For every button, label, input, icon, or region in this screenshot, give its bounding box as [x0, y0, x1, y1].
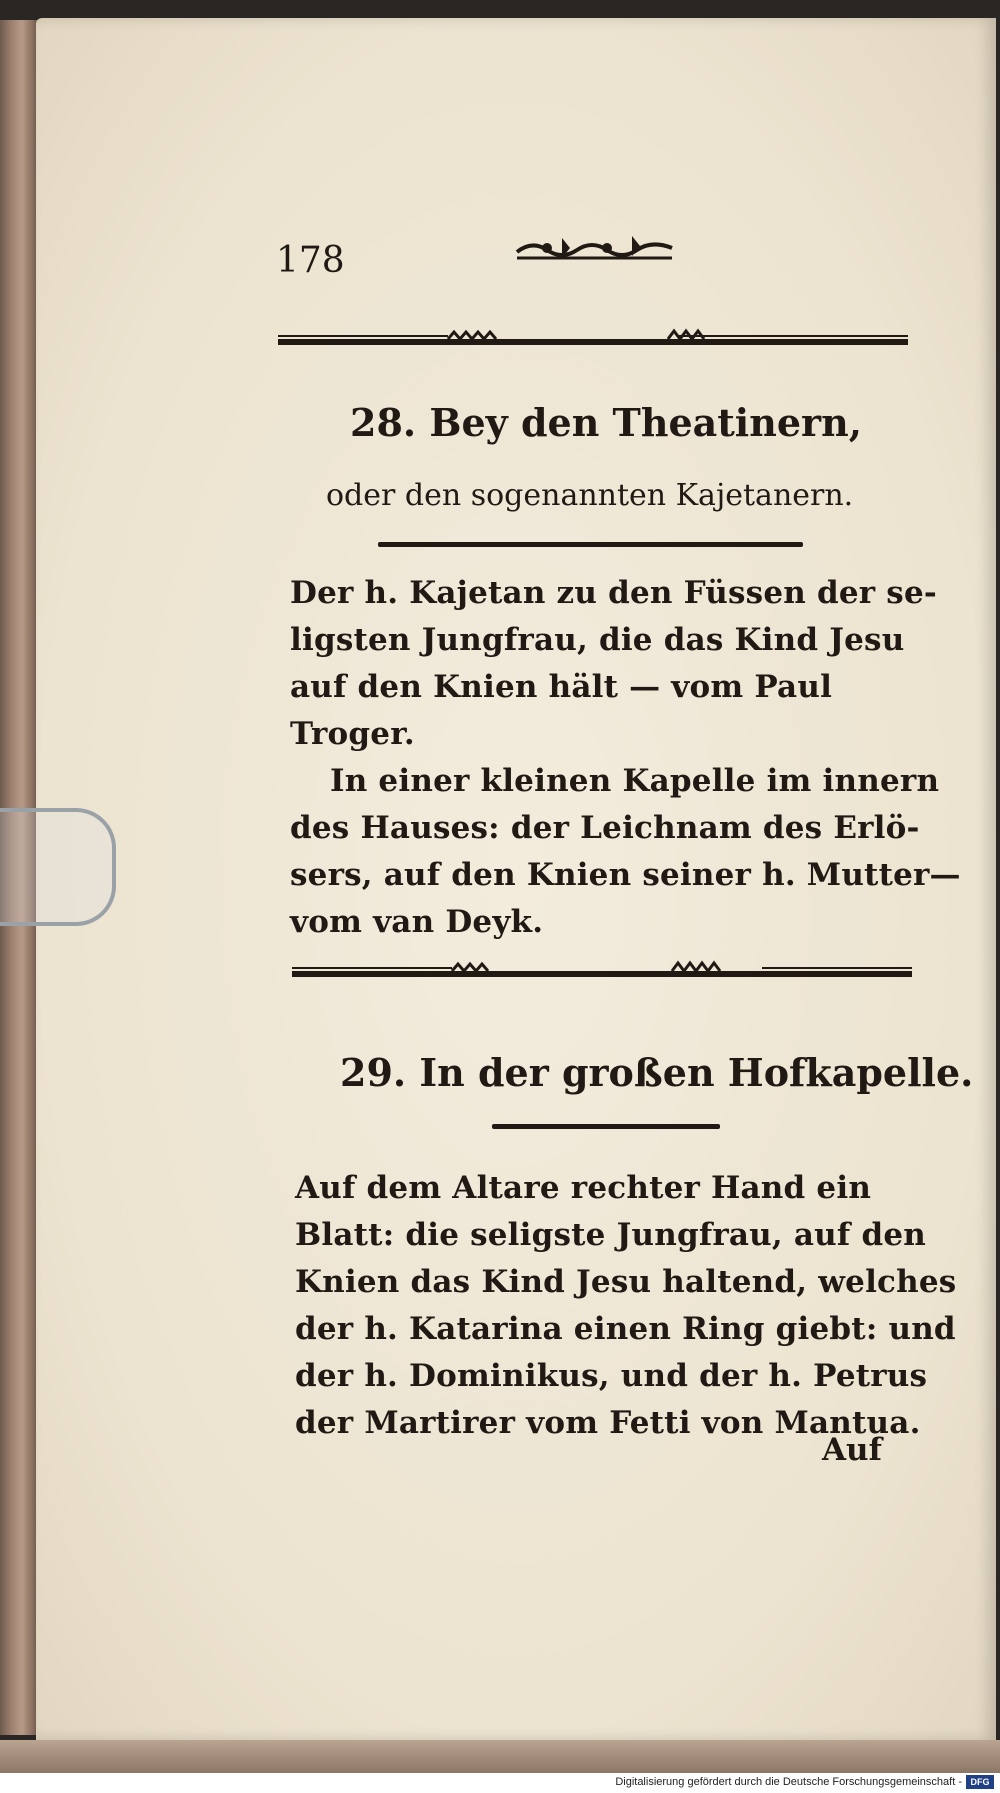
text-line: des Hauses: der Leichnam des Erlö- — [290, 810, 920, 846]
section-28-subheading: oder den sogenannten Kajetanern. — [326, 478, 854, 513]
text-line: der h. Dominikus, und der h. Petrus — [295, 1358, 928, 1394]
dfg-logo: DFG — [966, 1775, 994, 1789]
text-line: Knien das Kind Jesu haltend, welches — [295, 1264, 957, 1300]
catchword: Auf — [822, 1432, 882, 1468]
digitization-footer — [0, 1773, 1000, 1793]
section-28-heading: 28. Bey den Theatinern, — [350, 400, 862, 445]
text-line: der Martirer vom Fetti von Mantua. — [295, 1405, 921, 1441]
section-29-heading: 29. In der großen Hofkapelle. — [340, 1050, 974, 1095]
text-line: Blatt: die seligste Jungfrau, auf den — [295, 1217, 926, 1253]
page-bottom-edge — [0, 1740, 1000, 1773]
footer-credit: Digitalisierung gefördert durch die Deutsche Forschungsgemeinschaft - — [615, 1776, 962, 1788]
text-line: sers, auf den Knien seiner h. Mutter— — [290, 857, 961, 893]
text-line: Der h. Kajetan zu den Füssen der se- — [290, 575, 937, 611]
short-rule-28 — [378, 540, 803, 550]
page-number: 178 — [276, 240, 345, 281]
text-line: Auf dem Altare rechter Hand ein — [295, 1170, 872, 1206]
text-line: auf den Knien hält — vom Paul — [290, 669, 833, 705]
short-rule-29 — [492, 1122, 720, 1132]
ornamental-rule-middle — [292, 958, 912, 982]
ornamental-rule-top — [278, 326, 908, 350]
text-line: In einer kleinen Kapelle im innern — [330, 763, 940, 799]
text-line: vom van Deyk. — [290, 904, 544, 940]
page-clip — [0, 808, 116, 926]
text-line: ligsten Jungfrau, die das Kind Jesu — [290, 622, 905, 658]
text-line: Troger. — [290, 716, 415, 752]
text-line: der h. Katarina einen Ring giebt: und — [295, 1311, 956, 1347]
header-ornament — [512, 228, 682, 268]
